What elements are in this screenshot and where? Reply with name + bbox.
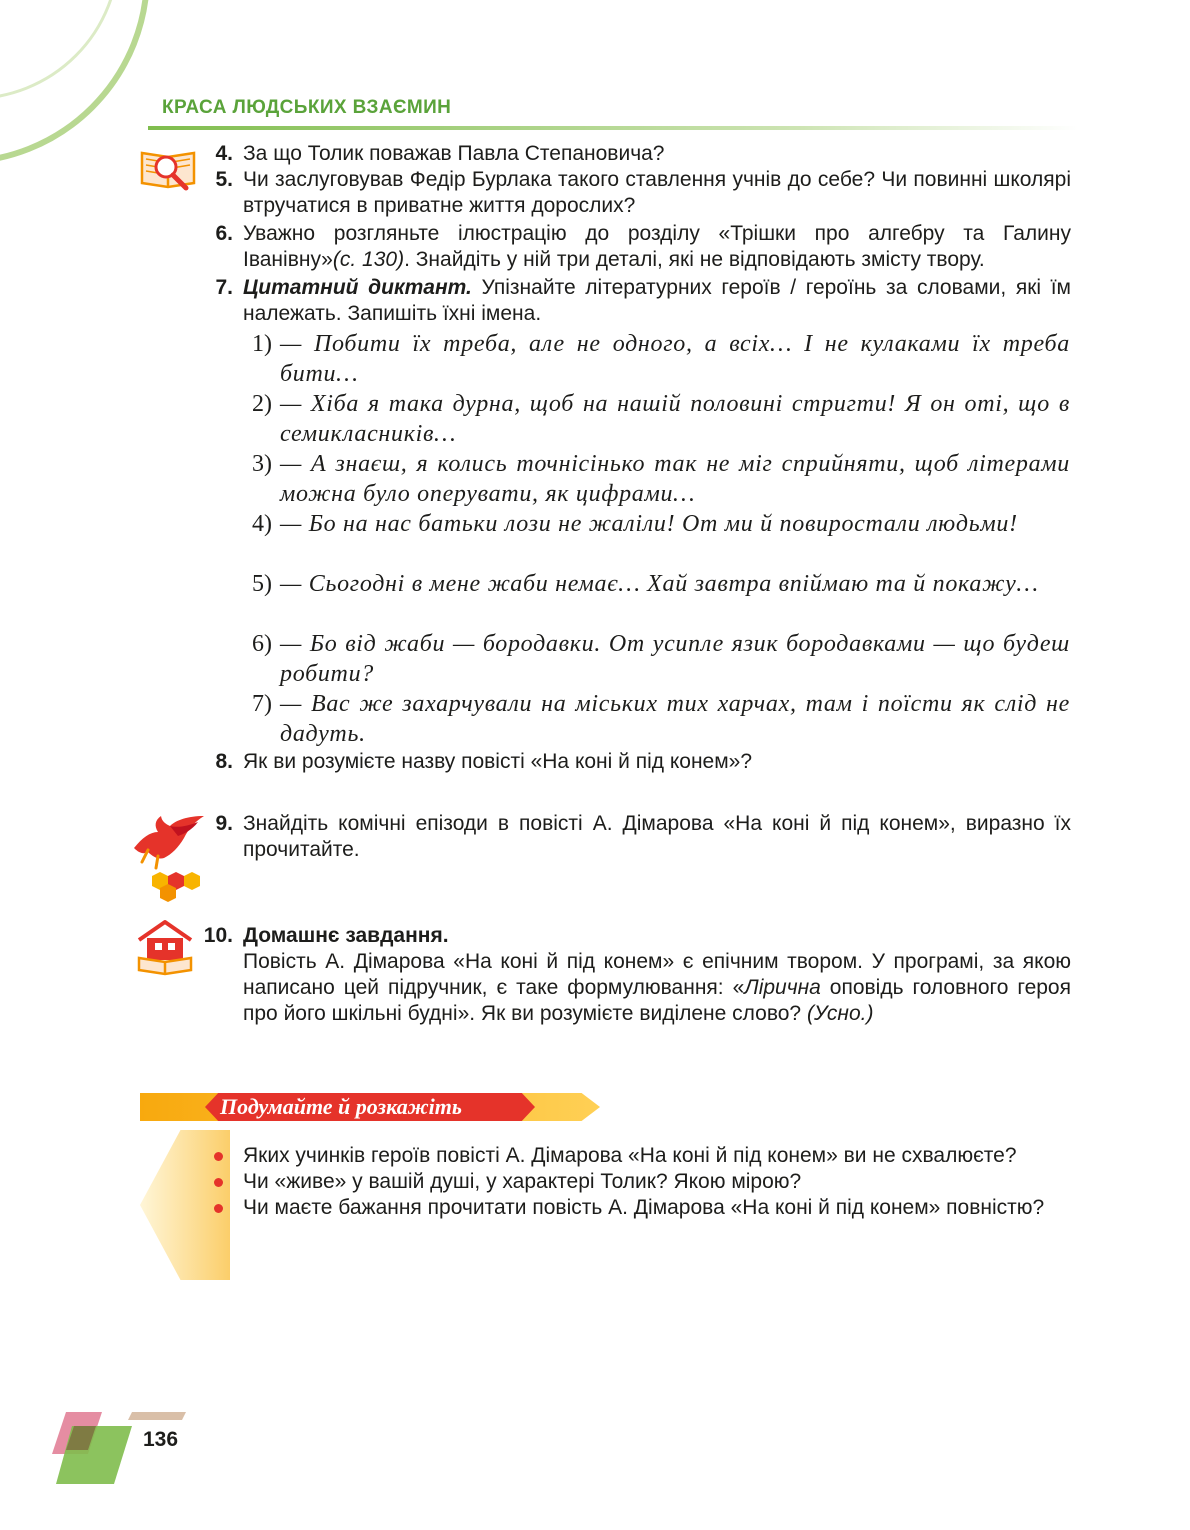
quote-7 xyxy=(252,689,1070,749)
quote-text: — Побити їх треба, але не одного, а всіх… І не кулаками їх треба бити… xyxy=(280,331,1070,387)
task-text: Уважно розгляньте ілюстрацію до розділу «Трішки про алгебру та Галину Іванівну» xyxy=(243,222,1071,271)
task-9 xyxy=(215,811,1071,863)
task-text-cont: оповідь головного героя про його шкільні будні». Як ви розумієте виділене слово? xyxy=(243,976,1071,1025)
task-number: 8. xyxy=(215,750,233,773)
task-6 xyxy=(215,221,1071,273)
task-5 xyxy=(215,167,1071,219)
quote-text: — Вас же захарчували на міських тих харчах, там і поїсти як слід не дадуть. xyxy=(280,691,1070,747)
task-7 xyxy=(215,275,1071,327)
question-list xyxy=(243,1143,1071,1221)
quote-number: 6) xyxy=(252,631,272,657)
task-text: Упізнайте літературних героїв / героїнь за словами, які їм належать. Запишіть їхні імена. xyxy=(243,276,1071,325)
task-10 xyxy=(203,923,1071,1027)
quote-1 xyxy=(252,329,1070,389)
quote-number: 4) xyxy=(252,511,272,537)
quote-text: — Бо від жаби — бородавки. От усипле язик бородавками — що будеш робити? xyxy=(280,631,1070,687)
list-item: Чи маєте бажання прочитати повість А. Дімарова «На коні й під конем» повністю? xyxy=(243,1195,1071,1221)
task-4 xyxy=(215,141,1071,167)
quote-number: 2) xyxy=(252,391,272,417)
task-title: Домашнє завдання. xyxy=(243,924,449,947)
page-number: 136 xyxy=(143,1428,179,1451)
task-text-cont: . Знайдіть у ній три деталі, які не відповідають змісту твору. xyxy=(404,248,985,271)
task-8 xyxy=(215,749,1071,775)
task-number: 4. xyxy=(215,142,233,165)
task-text: Знайдіть комічні епізоди в повісті А. Дімарова «На коні й під конем», виразно їх прочитайте. xyxy=(243,812,1071,861)
quote-text: — Сьогодні в мене жаби немає… Хай завтра впіймаю та й покажу… xyxy=(280,571,1039,597)
house-book-icon xyxy=(135,918,195,976)
quote-number: 7) xyxy=(252,691,272,717)
task-number: 6. xyxy=(215,222,233,245)
section-banner-title: Подумайте й розкажіть xyxy=(220,1094,462,1119)
pegasus-icon xyxy=(128,810,208,908)
quote-3 xyxy=(252,449,1070,509)
quote-number: 5) xyxy=(252,571,272,597)
quote-text: — Бо на нас батьки лози не жаліли! От ми й повиростали людьми! xyxy=(280,511,1018,537)
task-number: 9. xyxy=(215,812,233,835)
quote-number: 3) xyxy=(252,451,272,477)
quote-text: — А знаєш, я колись точнісінько так не міг сприйняти, щоб літерами можна було оперувати, як цифрами… xyxy=(280,451,1070,507)
header-divider xyxy=(148,126,1078,130)
quote-4 xyxy=(252,509,1070,539)
task-text: Чи заслуговував Федір Бурлака такого ставлення учнів до себе? Чи повинні школярі втручатися в приватне життя дорослих? xyxy=(243,168,1071,217)
quote-6 xyxy=(252,629,1070,689)
quote-text: — Хіба я така дурна, щоб на нашій половині стригти! Я он оті, що в семикласників… xyxy=(280,391,1070,447)
section-title: КРАСА ЛЮДСЬКИХ ВЗАЄМИН xyxy=(162,97,452,118)
task-title: Цитатний диктант. xyxy=(243,276,472,299)
book-magnifier-icon xyxy=(138,145,200,193)
task-note: (Усно.) xyxy=(806,1002,874,1025)
task-number: 10. xyxy=(203,924,233,947)
quote-2 xyxy=(252,389,1070,449)
task-number: 5. xyxy=(215,168,233,191)
list-item: Чи «живе» у вашій душі, у характері Толик? Якою мірою? xyxy=(243,1169,1071,1195)
quote-5 xyxy=(252,569,1070,599)
task-text: За що Толик поважав Павла Степановича? xyxy=(243,142,665,165)
task-text: Як ви розумієте назву повісті «На коні й під конем»? xyxy=(243,750,753,773)
list-item: Яких учинків героїв повісті А. Дімарова «На коні й під конем» ви не схвалюєте? xyxy=(243,1143,1071,1169)
task-number: 7. xyxy=(215,276,233,299)
task-text: Повість А. Дімарова «На коні й під конем» є епічним твором. У програмі, за якою написано цей підручник, є таке формулювання: « xyxy=(243,950,1071,999)
emphasized-word: Лірична xyxy=(744,976,821,999)
page-reference: (с. 130) xyxy=(332,248,405,271)
quote-number: 1) xyxy=(252,331,272,357)
